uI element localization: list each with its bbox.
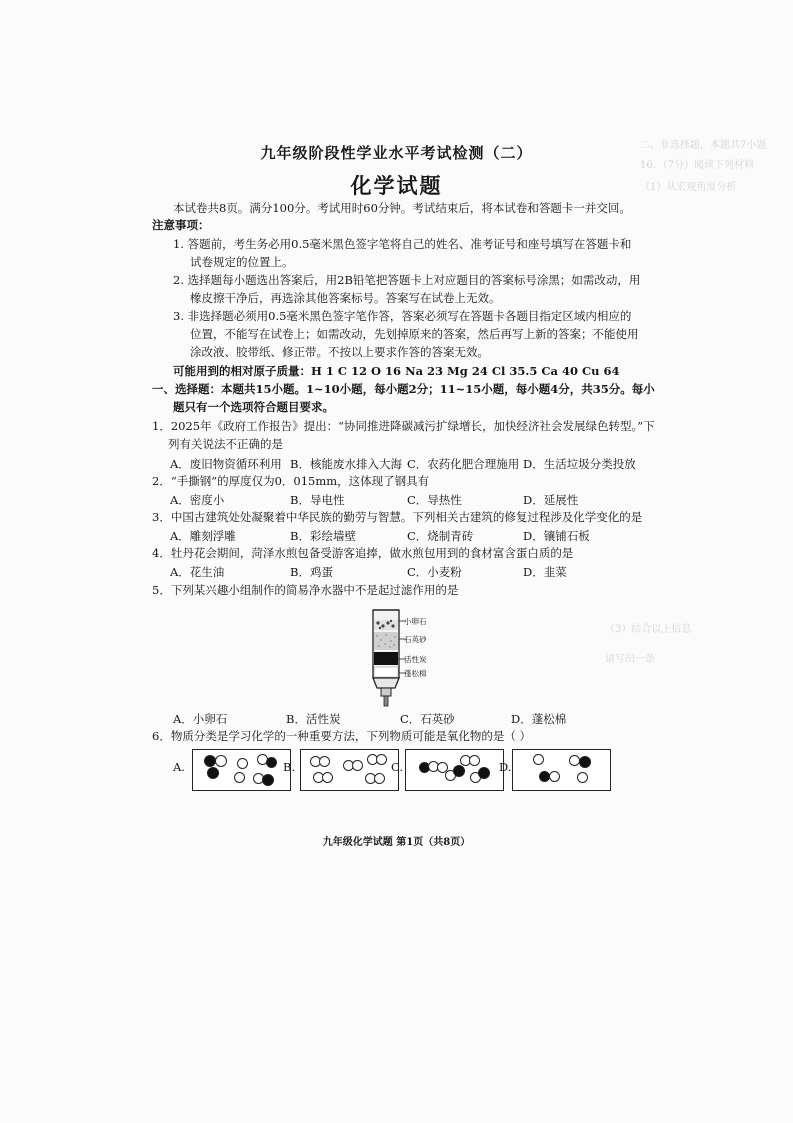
- white-atom: [374, 773, 385, 784]
- white-atom: [469, 755, 480, 766]
- bleed-through-text: 16．（7分）阅读下列材料: [640, 160, 755, 171]
- question-6-stem: 6．物质分类是学习化学的一种重要方法，下列物质可能是氧化物的是（ ）: [152, 729, 531, 743]
- question-2-option-c: C．导热性: [407, 493, 462, 507]
- exam-intro: 本试卷共8页。满分100分。考试用时60分钟。考试结束后，将本试卷和答题卡一并交回。: [173, 201, 631, 215]
- question-3-stem: 3．中国古建筑处处凝聚着中华民族的勤劳与智慧。下列相关古建筑的修复过程涉及化学变化的是: [152, 510, 643, 524]
- question-6-option-b: B.: [283, 760, 296, 774]
- question-6-diagram-d: [512, 749, 611, 791]
- atomic-masses: 可能用到的相对原子质量：H 1 C 12 O 16 Na 23 Mg 24 Cl 35.5 Ca 40 Cu 64: [173, 364, 620, 378]
- subject-title: 化学试题: [350, 173, 443, 198]
- question-4-stem: 4．牡丹花会期间，菏泽水煎包备受游客追捧，做水煎包用到的食材富含蛋白质的是: [152, 546, 574, 560]
- question-2-option-a: A．密度小: [170, 493, 225, 507]
- white-atom: [234, 772, 245, 783]
- black-atom: [207, 767, 219, 779]
- black-atom: [579, 756, 591, 768]
- water-filter-diagram: [371, 606, 401, 710]
- question-6-option-d: D.: [499, 760, 512, 774]
- question-6-diagram-a: [192, 749, 291, 791]
- black-atom: [262, 774, 274, 786]
- white-atom: [577, 772, 588, 783]
- filter-label-cotton: 蓬松棉: [404, 669, 427, 678]
- white-atom: [319, 756, 330, 767]
- section-heading: 一、选择题：本题共15小题。1~10小题，每小题2分；11~15小题，每小题4分，共35分。每小: [152, 382, 655, 396]
- notice-line: 试卷规定的位置上。: [190, 255, 294, 269]
- question-3-option-d: D．镶铺石板: [523, 529, 590, 543]
- question-2-option-d: D．延展性: [523, 493, 579, 507]
- question-5-option-a: A．小卵石: [173, 712, 228, 726]
- question-5-option-b: B．活性炭: [286, 712, 341, 726]
- white-atom: [215, 755, 227, 767]
- question-4-option-a: A．花生油: [170, 565, 225, 579]
- bleed-through-text: （3）结合以上信息: [605, 624, 692, 635]
- section-heading: 题只有一个选项符合题目要求。: [173, 400, 334, 414]
- question-1-option-b: B．核能废水排入大海: [290, 457, 402, 471]
- exam-title: 九年级阶段性学业水平考试检测（二）: [260, 144, 533, 162]
- question-1-stem: 1．2025年《政府工作报告》提出：“协同推进降碳减污扩绿增长，加快经济社会发展绿色转型。”下: [152, 419, 655, 433]
- white-atom: [533, 754, 544, 765]
- bleed-through-text: 二、非选择题，本题共7小题: [640, 140, 767, 151]
- question-4-option-c: C．小麦粉: [407, 565, 462, 579]
- filter-label-pebbles: 小卵石: [404, 617, 427, 626]
- question-4-option-d: D．韭菜: [523, 565, 567, 579]
- white-atom: [569, 755, 580, 766]
- question-3-option-c: C．烧制青砖: [407, 529, 474, 543]
- question-6-option-a: A.: [173, 760, 185, 774]
- question-3-option-a: A．雕刻浮雕: [170, 529, 236, 543]
- question-2-stem: 2．“手撕钢”的厚度仅为0．015mm，这体现了钢具有: [152, 474, 430, 488]
- page-footer: 九年级化学试题 第1页（共8页）: [322, 837, 471, 848]
- white-atom: [237, 758, 248, 769]
- question-1-option-d: D．生活垃圾分类投放: [523, 457, 636, 471]
- notice-line: 位置，不能写在试卷上；如需改动，先划掉原来的答案，然后再写上新的答案；不能使用: [190, 327, 639, 341]
- question-1-stem: 列有关说法不正确的是: [168, 437, 283, 451]
- question-5-stem: 5．下列某兴趣小组制作的简易净水器中不是起过滤作用的是: [152, 583, 459, 597]
- filter-label-activated-carbon: 活性炭: [404, 655, 427, 664]
- white-atom: [376, 754, 387, 765]
- black-atom: [266, 757, 277, 768]
- black-atom: [453, 765, 465, 777]
- notice-line: 2. 选择题每小题选出答案后，用2B铅笔把答题卡上对应题目的答案标号涂黑；如需改动，用: [173, 273, 641, 287]
- filter-label-quartz-sand: 石英砂: [404, 635, 427, 644]
- white-atom: [352, 760, 363, 771]
- question-1-option-a: A．废旧物资循环利用: [170, 457, 282, 471]
- question-1-option-c: C．农药化肥合理施用: [407, 457, 520, 471]
- black-atom: [478, 767, 490, 779]
- question-5-option-c: C．石英砂: [400, 712, 455, 726]
- question-6-option-c: C.: [391, 760, 404, 774]
- question-2-option-b: B．导电性: [290, 493, 345, 507]
- bleed-through-text: （1）从宏观角度分析: [640, 182, 737, 193]
- notice-line: 3. 非选择题必须用0.5毫米黑色签字笔作答，答案必须写在答题卡各题目指定区域内相应的: [173, 309, 632, 323]
- question-6-diagram-b: [300, 749, 399, 791]
- bleed-through-text: 请写出一条: [605, 654, 655, 665]
- question-4-option-b: B．鸡蛋: [290, 565, 333, 579]
- filter-label-leaders: [399, 606, 407, 686]
- white-atom: [322, 772, 333, 783]
- notice-line: 1. 答题前，考生务必用0.5毫米黑色签字笔将自己的姓名、准考证号和座号填写在答题卡和: [173, 237, 632, 251]
- notice-line: 涂改液、胶带纸、修正带。不按以上要求作答的答案无效。: [190, 345, 489, 359]
- question-6-diagram-c: [405, 749, 504, 791]
- white-atom: [549, 771, 560, 782]
- notice-heading: 注意事项：: [152, 218, 210, 232]
- notice-line: 橡皮擦干净后，再选涂其他答案标号。答案写在试卷上无效。: [190, 291, 501, 305]
- question-5-option-d: D．蓬松棉: [511, 712, 567, 726]
- question-3-option-b: B．彩绘墙壁: [290, 529, 356, 543]
